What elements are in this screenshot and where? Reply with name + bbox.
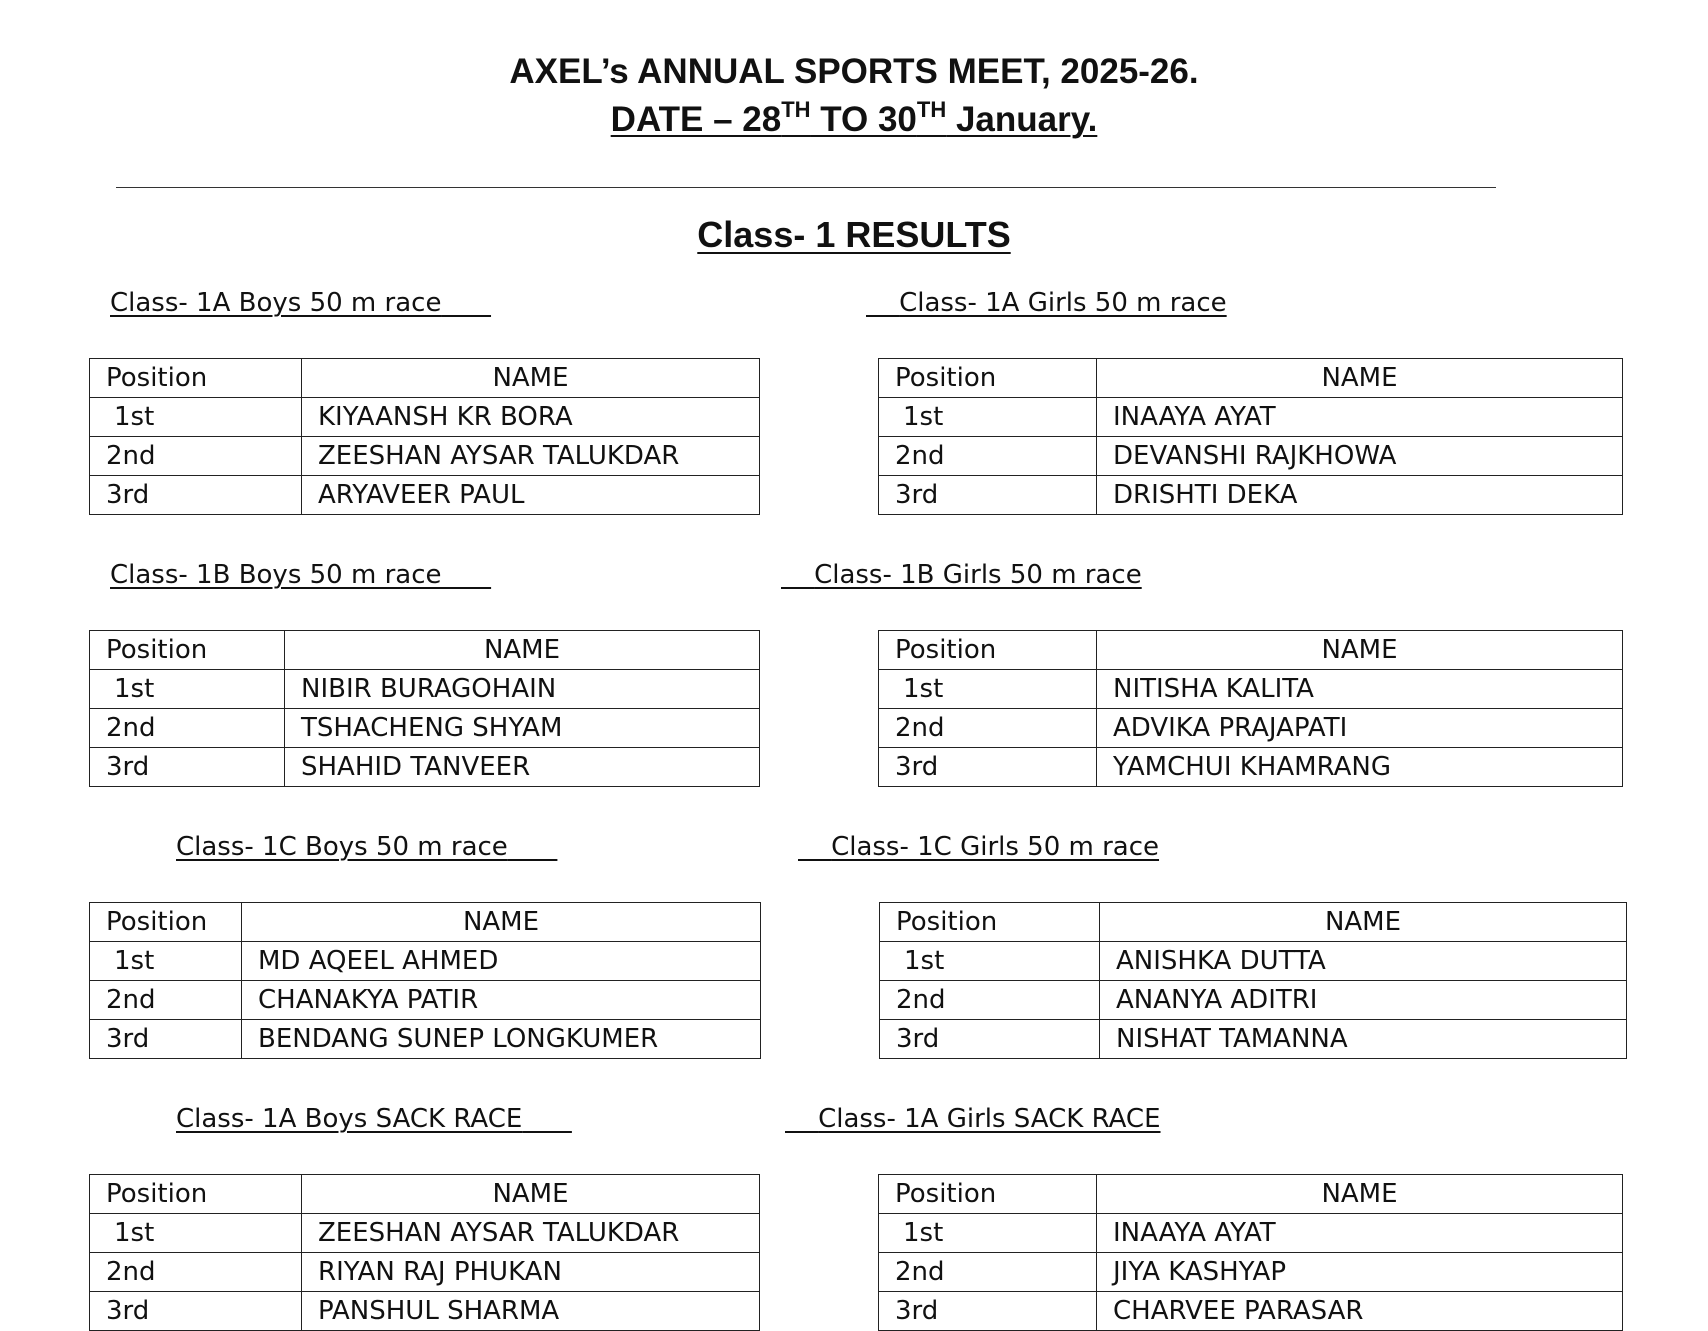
table-row <box>90 437 760 476</box>
header-name: NAME <box>242 903 761 942</box>
header-name: NAME <box>302 359 760 398</box>
name-cell: ZEESHAN AYSAR TALUKDAR <box>302 1214 760 1253</box>
event-label <box>176 1104 572 1134</box>
section-heading: Class- 1 RESULTS <box>697 214 1011 255</box>
header-name: NAME <box>1097 631 1623 670</box>
event-label <box>866 288 1227 318</box>
position-cell: 3rd <box>90 748 285 787</box>
position-cell: 1st <box>879 398 1097 437</box>
table-header-row <box>90 631 760 670</box>
table-row <box>879 709 1623 748</box>
position-cell: 1st <box>879 1214 1097 1253</box>
event-label-text: Class- 1A Girls SACK RACE <box>818 1104 1161 1134</box>
name-cell: NIBIR BURAGOHAIN <box>285 670 760 709</box>
table-row <box>879 476 1623 515</box>
name-cell: ARYAVEER PAUL <box>302 476 760 515</box>
header-name: NAME <box>1097 1175 1623 1214</box>
header-name: NAME <box>1097 359 1623 398</box>
position-cell: 2nd <box>90 1253 302 1292</box>
position-cell: 2nd <box>879 1253 1097 1292</box>
event-label <box>798 832 1159 862</box>
table-row <box>879 437 1623 476</box>
position-cell: 1st <box>879 670 1097 709</box>
name-cell: ADVIKA PRAJAPATI <box>1097 709 1623 748</box>
table-row <box>90 748 760 787</box>
position-cell: 3rd <box>90 1020 242 1059</box>
results-table <box>878 358 1623 515</box>
name-cell: DEVANSHI RAJKHOWA <box>1097 437 1623 476</box>
table-row <box>879 398 1623 437</box>
name-cell: RIYAN RAJ PHUKAN <box>302 1253 760 1292</box>
event-label-text: Class- 1C Boys 50 m race <box>176 832 508 862</box>
position-cell: 2nd <box>90 437 302 476</box>
header-name: NAME <box>1100 903 1627 942</box>
header-position: Position <box>90 1175 302 1214</box>
header-name: NAME <box>285 631 760 670</box>
table-row <box>880 942 1627 981</box>
table-header-row <box>879 359 1623 398</box>
event-label <box>176 832 557 862</box>
header-position: Position <box>879 631 1097 670</box>
table-row <box>90 1253 760 1292</box>
results-table <box>89 358 760 515</box>
table-row <box>879 1214 1623 1253</box>
position-cell: 2nd <box>90 981 242 1020</box>
name-cell: NISHAT TAMANNA <box>1100 1020 1627 1059</box>
name-cell: INAAYA AYAT <box>1097 398 1623 437</box>
name-cell: ZEESHAN AYSAR TALUKDAR <box>302 437 760 476</box>
table-row <box>90 398 760 437</box>
table-row <box>90 1214 760 1253</box>
position-cell: 3rd <box>879 476 1097 515</box>
position-cell: 3rd <box>90 476 302 515</box>
position-cell: 1st <box>90 670 285 709</box>
results-table <box>878 630 1623 787</box>
name-cell: KIYAANSH KR BORA <box>302 398 760 437</box>
name-cell: CHARVEE PARASAR <box>1097 1292 1623 1331</box>
event-label <box>110 560 491 590</box>
name-cell: SHAHID TANVEER <box>285 748 760 787</box>
results-table <box>89 630 760 787</box>
position-cell: 3rd <box>90 1292 302 1331</box>
table-header-row <box>879 1175 1623 1214</box>
name-cell: CHANAKYA PATIR <box>242 981 761 1020</box>
event-label <box>781 560 1142 590</box>
table-row <box>879 1253 1623 1292</box>
name-cell: BENDANG SUNEP LONGKUMER <box>242 1020 761 1059</box>
event-label-text: Class- 1B Girls 50 m race <box>814 560 1142 590</box>
table-row <box>879 1292 1623 1331</box>
event-date <box>0 97 1708 140</box>
header-position: Position <box>879 1175 1097 1214</box>
table-header-row <box>90 903 761 942</box>
position-cell: 2nd <box>879 437 1097 476</box>
position-cell: 3rd <box>880 1020 1100 1059</box>
table-header-row <box>90 1175 760 1214</box>
name-cell: NITISHA KALITA <box>1097 670 1623 709</box>
header-position: Position <box>90 359 302 398</box>
event-label-text: Class- 1A Girls 50 m race <box>899 288 1227 318</box>
position-cell: 1st <box>90 1214 302 1253</box>
name-cell: DRISHTI DEKA <box>1097 476 1623 515</box>
header-position: Position <box>90 903 242 942</box>
document-title: AXEL’s ANNUAL SPORTS MEET, 2025-26. <box>509 52 1199 91</box>
table-row <box>90 709 760 748</box>
results-table <box>879 902 1627 1059</box>
results-table <box>89 902 761 1059</box>
table-header-row <box>90 359 760 398</box>
header-position: Position <box>880 903 1100 942</box>
header-name: NAME <box>302 1175 760 1214</box>
position-cell: 2nd <box>879 709 1097 748</box>
name-cell: YAMCHUI KHAMRANG <box>1097 748 1623 787</box>
table-row <box>879 748 1623 787</box>
table-row <box>90 1292 760 1331</box>
event-label <box>785 1104 1161 1134</box>
position-cell: 2nd <box>90 709 285 748</box>
position-cell: 1st <box>90 942 242 981</box>
name-cell: PANSHUL SHARMA <box>302 1292 760 1331</box>
table-row <box>90 670 760 709</box>
date-superscript-2: TH <box>916 97 947 122</box>
name-cell: INAAYA AYAT <box>1097 1214 1623 1253</box>
table-row <box>880 1020 1627 1059</box>
position-cell: 2nd <box>880 981 1100 1020</box>
date-superscript-1: TH <box>781 97 811 122</box>
position-cell: 1st <box>90 398 302 437</box>
event-label <box>110 288 491 318</box>
name-cell: TSHACHENG SHYAM <box>285 709 760 748</box>
date-prefix: DATE – 28 <box>610 100 782 139</box>
event-label-text: Class- 1A Boys 50 m race <box>110 288 442 318</box>
table-header-row <box>880 903 1627 942</box>
table-row <box>90 942 761 981</box>
table-row <box>90 1020 761 1059</box>
position-cell: 3rd <box>879 748 1097 787</box>
results-table <box>89 1174 760 1331</box>
table-row <box>880 981 1627 1020</box>
table-header-row <box>879 631 1623 670</box>
name-cell: JIYA KASHYAP <box>1097 1253 1623 1292</box>
table-row <box>879 670 1623 709</box>
date-suffix: January. <box>946 100 1098 139</box>
event-label-text: Class- 1A Boys SACK RACE <box>176 1104 523 1134</box>
horizontal-divider <box>116 187 1496 188</box>
header-position: Position <box>90 631 285 670</box>
table-row <box>90 981 761 1020</box>
event-label-text: Class- 1B Boys 50 m race <box>110 560 442 590</box>
name-cell: ANANYA ADITRI <box>1100 981 1627 1020</box>
results-table <box>878 1174 1623 1331</box>
table-row <box>90 476 760 515</box>
position-cell: 1st <box>880 942 1100 981</box>
name-cell: ANISHKA DUTTA <box>1100 942 1627 981</box>
header-position: Position <box>879 359 1097 398</box>
event-label-text: Class- 1C Girls 50 m race <box>831 832 1160 862</box>
date-middle: TO 30 <box>810 100 917 139</box>
position-cell: 3rd <box>879 1292 1097 1331</box>
name-cell: MD AQEEL AHMED <box>242 942 761 981</box>
